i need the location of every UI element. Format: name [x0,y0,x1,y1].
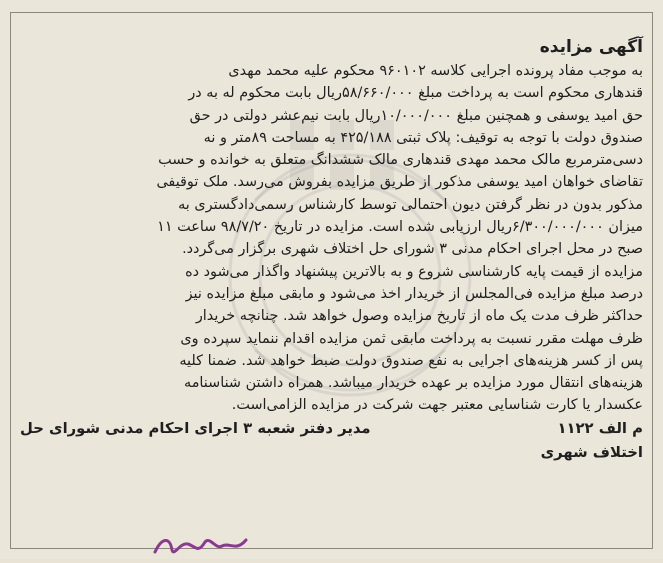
ad-line-10: مزایده از قیمت پایه کارشناسی شروع و به بالاترین پیشنهاد واگذار می‌شود ده [185,263,643,280]
ad-line-12: حداکثر ظرف مدت یک ماه از تاریخ مزایده وصول خواهد شد. چنانچه خریدار [195,308,643,325]
handwritten-signature [150,532,260,559]
ad-line-4: صندوق دولت با توجه به توقیف: پلاک ثبتی ۴۲۵/۱۸۸ به مساحت ۸۹متر و نه [203,129,643,146]
ad-footer [20,417,643,465]
ad-line-2: قندهاری محکوم است به پرداخت مبلغ ۵۸/۶۶۰/۰۰۰ریال بابت محکوم له به در [188,85,643,102]
ad-line-11: درصد مبلغ مزایده فی‌المجلس از خریدار اخذ می‌شود و مابقی مبلغ مزایده نیز [185,285,643,302]
ad-signatory: مدیر دفتر شعبه ۳ اجرای احکام مدنی شورای حل [20,419,371,437]
ad-signatory-cont: اختلاف شهری [540,443,643,461]
ad-line-6: تقاضای خواهان امید یوسفی مذکور از طریق مزایده بفروش می‌رسد. ملک توقیفی [156,174,643,191]
ad-line-14: پس از کسر هزینه‌های اجرایی به نفع صندوق دولت ضبط خواهد شد. ضمنا کلیه [179,352,643,369]
ad-line-9: صبح در محل اجرای احکام مدنی ۳ شورای حل اختلاف شهری برگزار می‌گردد. [182,241,643,258]
footer-row [20,417,643,441]
signature-icon [150,532,260,559]
ad-line-16: عکسدار یا کارت شناسایی معتبر جهت شرکت در مزایده الزامی‌است. [231,397,643,414]
ad-line-3: حق امید یوسفی و همچنین مبلغ ۱۰/۰۰۰/۰۰۰ریال بابت نیم‌عشر دولتی در حق [189,107,643,124]
ad-line-7: مذکور بدون در نظر گرفتن دیون احتمالی توسط کارشناس رسمی‌دادگستری به [178,196,643,213]
ad-title: آگهی مزایده [539,37,643,57]
ad-line-13: ظرف مهلت مقرر نسبت به پرداخت مابقی ثمن مزایده اقدام ننماید سپرده وی [180,330,643,347]
ad-body [20,36,643,465]
ad-line-5: دسی‌مترمربع مالک محمد مهدی قندهاری مالک ششدانگ متعلق به خوانده و حسب [158,152,643,169]
ad-line-8: میزان ۶/۳۰۰/۰۰۰/۰۰۰ریال ارزیابی شده است. مزایده در تاریخ ۹۸/۷/۲۰ ساعت ۱۱ [157,219,643,236]
ad-code: م الف ۱۱۲۲ [557,419,643,437]
ad-line-15: هزینه‌های انتقال مورد مزایده بر عهده خریدار میباشد. همراه داشتن شناسنامه [184,375,643,392]
ad-line-1: به موجب مفاد پرونده اجرایی کلاسه ۹۶۰۱۰۲ محکوم علیه محمد مهدی [228,63,643,79]
